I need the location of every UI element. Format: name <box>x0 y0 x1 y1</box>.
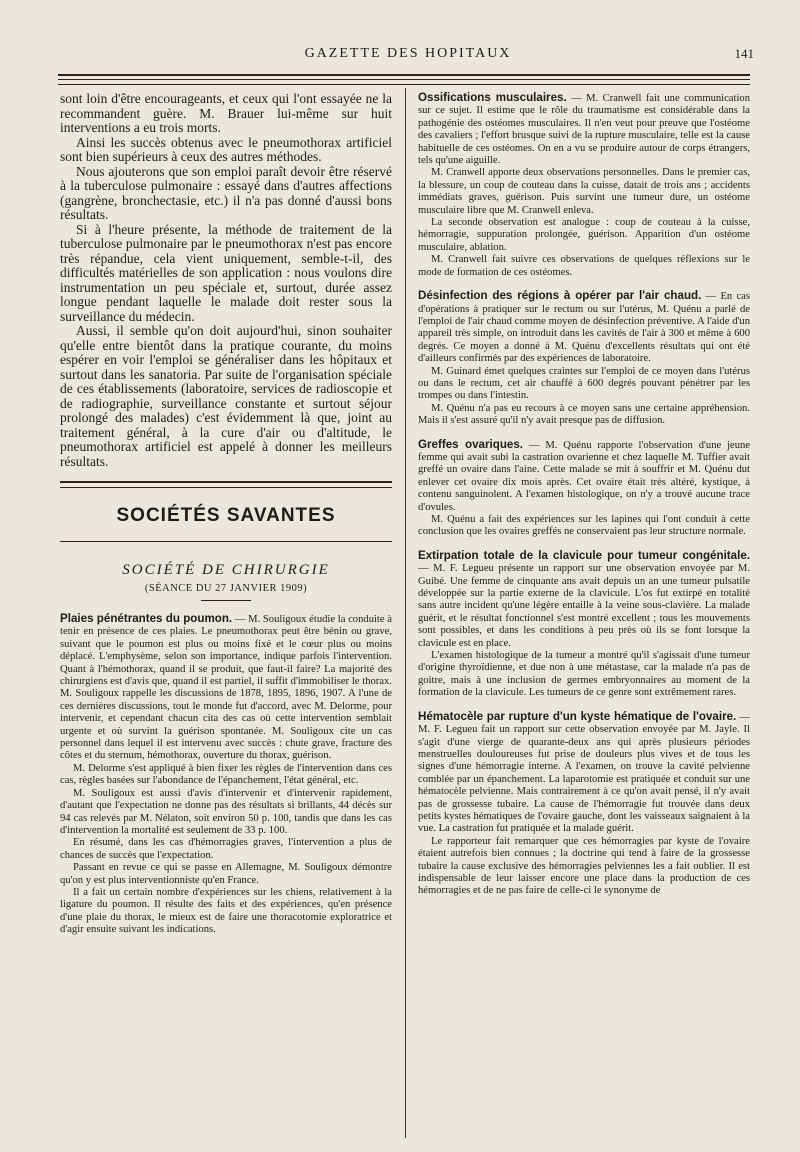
article-hematocele <box>418 711 750 898</box>
article-text: — M. Quénu rapporte l'observation d'une jeune femme qui avait subi la castration ovarienne et chez laquelle M. Tuffier avait greffé un ovaire dans l'aine. Cette malade se mit à souffrir et M. Quénu dut enlever cet ovaire dix mois après. Cet ovaire était très altéré, kystique, à contenu sanguinolent. A l'examen histologique, on n'y a trouvé aucune trace d'ovules. <box>418 439 750 513</box>
intro-article <box>60 92 392 469</box>
article-heading: Désinfection des régions à opérer par l'air chaud. <box>418 289 702 303</box>
column-divider <box>405 88 406 1138</box>
left-column <box>60 92 392 1142</box>
section-title: SOCIÉTÉS SAVANTES <box>116 505 336 526</box>
header-rule-thin-2 <box>58 84 750 85</box>
article-first-paragraph <box>418 290 750 365</box>
section-rule <box>60 481 392 483</box>
article-text: — M. F. Legueu fait un rapport sur cette observation envoyée par M. Jayle. Il s'agit d'une vierge de quarante-deux ans qui après plusieurs périodes menstruelles douloureuses fut prise de douleurs plus vives et de tous les signes d'une hémorragie interne. A l'examen, on trouve la cavité pelvienne comblée par un épanchement. La laparotomie est pratiquée et conduit sur une hématocèle pelvienne. Mais contrairement à ce qu'on avait pensé, il n'y avait pas de grossesse tubaire. La cause de l'hémorragie fut trouvée dans deux petits kystes hématiques de l'ovaire gauche, dont les vaisseaux saignaient à la vue. La castration fut pratiquée et la malade guérit. <box>418 711 750 835</box>
seance-date: (SÉANCE DU 27 JANVIER 1909) <box>144 583 308 594</box>
article-paragraph: M. Quénu a fait des expériences sur les lapines qui l'ont conduit à cette conclusion que les ovaires greffés ne conservaient pas leur structure normale. <box>418 514 750 538</box>
article-first-paragraph <box>418 92 750 167</box>
article-paragraph: Passant en revue ce qui se passe en Allemagne, M. Souligoux démontre qu'on y est plus interventionniste qu'en France. <box>60 862 392 886</box>
society-title: SOCIÉTÉ DE CHIRURGIE <box>122 562 330 578</box>
article-paragraph: Le rapporteur fait remarquer que ces hémorragies par kyste de l'ovaire étaient autrefois bien connues ; la doctrine qui tend à faire de la grossesse tubaire la cause exclusive des hémorragies pelviennes les a fait oublier. Il est indispensable de leur laisser encore une place dans la production de ces hémorragies et de ne pas faire de celle-ci le synonyme de <box>418 835 750 897</box>
article-desinfection <box>418 290 750 427</box>
section-separator <box>60 481 392 488</box>
article-paragraph: M. Guinard émet quelques craintes sur l'emploi de ce moyen dans l'utérus ou dans le rectum, cet air chauffé à 600 degrés pouvant pénétrer par les trompes ou dans l'intestin. <box>418 365 750 402</box>
article-paragraph: La seconde observation est analogue : coup de couteau à la cuisse, hémorragie, suppuration prolongée, guérison. Apparition d'un ostéome musculaire, ablation. <box>418 217 750 253</box>
article-clavicule <box>418 550 750 700</box>
article-heading: Plaies pénétrantes du poumon. <box>60 612 233 625</box>
journal-title: GAZETTE DES HOPITAUX <box>304 46 512 61</box>
article-heading: Greffes ovariques. <box>418 437 524 451</box>
page-number: 141 <box>734 46 754 61</box>
article-first-paragraph <box>418 711 750 836</box>
article-text: — M. Souligoux étudie la conduite à tenir en présence de ces plaies. Le pneumothorax peut être bénin ou grave, suivant que le poumon est plus ou moins fixé et le cœur plus ou moins déplacé. L'emphysème, selon son importance, indique parfois l'intervention. Quant à l'hémothorax, quand il se produit, que faut-il faire? La majorité des chirurgiens est d'avis que, quand il est partiel, il suffit d'immobiliser le thorax. M. Souligoux rappelle les discussions de 1878, 1895, 1896, 1907. A l'une de ces dernières discussions, tout le monde fut d'accord, avec M. Delorme, pour intervenir, et cependant chacun cita des cas où cette intervention semblait urgente et où survint la guérison spontanée. M. Souligoux cite un cas personnel dans lequel il est intervenu avec succès : chute grave, fracture des côtes et du sternum, hémothorax, ouverture du thorax, guérison. <box>60 614 392 762</box>
article-paragraph: M. Cranwell fait suivre ces observations de quelques réflexions sur le mode de formation de ces ostéomes. <box>418 254 750 278</box>
article-paragraph: M. Delorme s'est appliqué à bien fixer les règles de l'intervention dans ces cas, règles basées sur l'abondance de l'épanchement, l'état général, etc. <box>60 762 392 787</box>
section-rule <box>60 487 392 488</box>
section-rule <box>60 541 392 542</box>
running-head <box>58 46 758 68</box>
intro-paragraph: sont loin d'être encourageants, et ceux qui l'ont essayée ne la recommandent guère. M. Brauer lui-même sur huit interventions a eu trois morts. <box>60 92 392 135</box>
right-column <box>418 92 750 1142</box>
article-heading: Extirpation totale de la clavicule pour tumeur congénitale. <box>418 548 750 562</box>
header-rule-thin <box>58 79 750 80</box>
intro-paragraph: Ainsi les succès obtenus avec le pneumothorax artificiel sont bien supérieurs à ceux des autres méthodes. <box>60 134 392 164</box>
intro-paragraph: Si à l'heure présente, la méthode de traitement de la tuberculose pulmonaire par le pneumothorax n'est pas encore très répandue, cela vient uniquement, semble-t-il, des difficultés matérielles de son application : nous voulons dire instrumentation un peu spéciale et, surtout, durée assez longue pendant laquelle le malade doit rester sous la surveillance du médecin. <box>60 221 392 324</box>
article-paragraph: M. Quénu n'a pas eu recours à ce moyen sans une certaine appréhension. Mais il s'est assuré qu'il n'y avait presque pas de diffusion. <box>418 402 750 427</box>
article-first-paragraph <box>60 613 392 763</box>
article-paragraph: En résumé, dans les cas d'hémorragies graves, l'intervention a plus de chances de succès que l'expectation. <box>60 837 392 861</box>
article-ossifications <box>418 92 750 279</box>
mini-rule <box>201 600 251 601</box>
article-first-paragraph <box>418 439 750 514</box>
article-heading: Hématocèle par rupture d'un kyste hématique de l'ovaire. <box>418 709 737 723</box>
article-paragraph: M. Souligoux est aussi d'avis d'intervenir et d'intervenir rapidement, d'autant que l'expectation ne donne pas des résultats si brillants, 44 décès sur 94 cas relevés par M. Nélaton, soit environ 50 p. 100, tandis que dans les cas d'intervention la mortalité est seulement de 33 p. 100. <box>60 787 392 836</box>
article-text: — M. Cranwell fait une communication sur ce sujet. Il estime que le rôle du traumatisme est considérable dans la pathogénie des ostéomes musculaires. Il n'en veut pour preuve que l'ostéome des cavaliers ; l'effort brusque suivi de la rupture musculaire, telle est la cause habituelle de ces ostéomes. On en a vu se produire autour de corps étrangers, tels qu'une aiguille. <box>418 93 750 167</box>
article-greffes <box>418 439 750 539</box>
intro-paragraph: Nous ajouterons que son emploi paraît devoir être réservé à la tuberculose pulmonaire : essayé dans d'autres affections (gangrène, bronchectasie, etc.) il n'a pas donné d'aussi bons résultats. <box>60 163 392 222</box>
article-paragraph: Il a fait un certain nombre d'expériences sur les chiens, relativement à la ligature du poumon. Il résulte des faits et des expériences, qu'en présence d'une plaie du thorax, le mieux est de faire une thoracotomie exploratrice et d'agir ensuite suivant les indications. <box>60 886 392 936</box>
intro-paragraph: Aussi, il semble qu'on doit aujourd'hui, sinon souhaiter qu'elle entre bientôt dans la pratique courante, du moins espérer en voir l'emploi se généraliser dans les hôpitaux et surtout dans les sanatoria. Par suite de l'organisation spéciale de ces établissements (laboratoire, services de radioscopie et de radiographie, surveillance constante et surtout séjour prolongé des malades) c'est évidemment là que, joint au traitement général, à la cure d'air ou d'altitude, le pneumothorax artificiel est appelé à donner les meilleurs résultats. <box>60 323 392 469</box>
article-heading: Ossifications musculaires. <box>418 92 567 104</box>
article-plaies <box>60 613 392 937</box>
article-paragraph: M. Cranwell apporte deux observations personnelles. Dans le premier cas, la blessure, un coup de couteau dans la cuisse, datait de trois ans ; accidents immédiats graves, guérison. Puis survint une tumeur dure, un ostéome musculaire libre que M. Cranwell enleva. <box>418 167 750 216</box>
article-text: — M. F. Legueu présente un rapport sur une observation envoyée par M. Guibé. Une femme de cinquante ans avait depuis un an une tumeur pulsatile développée sur la partie externe de la clavicule. L'os fut extirpé en totalité sans autre incident qu'une légère entaille à la veine sous-clavière. La malade guérit, et le résultat fonctionnel s'est montré excellent ; tous les mouvements sont possibles, et dans les conditions à peu près où ils se font lorsque la clavicule est en place. <box>418 563 750 649</box>
article-first-paragraph <box>418 550 750 650</box>
header-rule-thick <box>58 74 750 76</box>
article-text: — En cas d'opérations à pratiquer sur le rectum ou sur l'utérus, M. Quénu a parlé de l'emploi de l'air chaud comme moyen de désinfection préventive. A l'aide d'un appareil très simple, on introduit dans les cavités de l'air à 300 et même à 600 degrés. Ce moyen a donné à M. Quénu d'excellents résultats qui ont été d'ailleurs confirmés par des expériences de laboratoire. <box>418 291 750 365</box>
article-paragraph: L'examen histologique de la tumeur a montré qu'il s'agissait d'une tumeur d'origine thyroïdienne, et due non à une métastase, car la malade n'a pas de goitre, mais à une inclusion de germes embryonnaires au moment de la formation de la clavicule. Les tumeurs de ce genre sont extrêmement rares. <box>418 650 750 699</box>
